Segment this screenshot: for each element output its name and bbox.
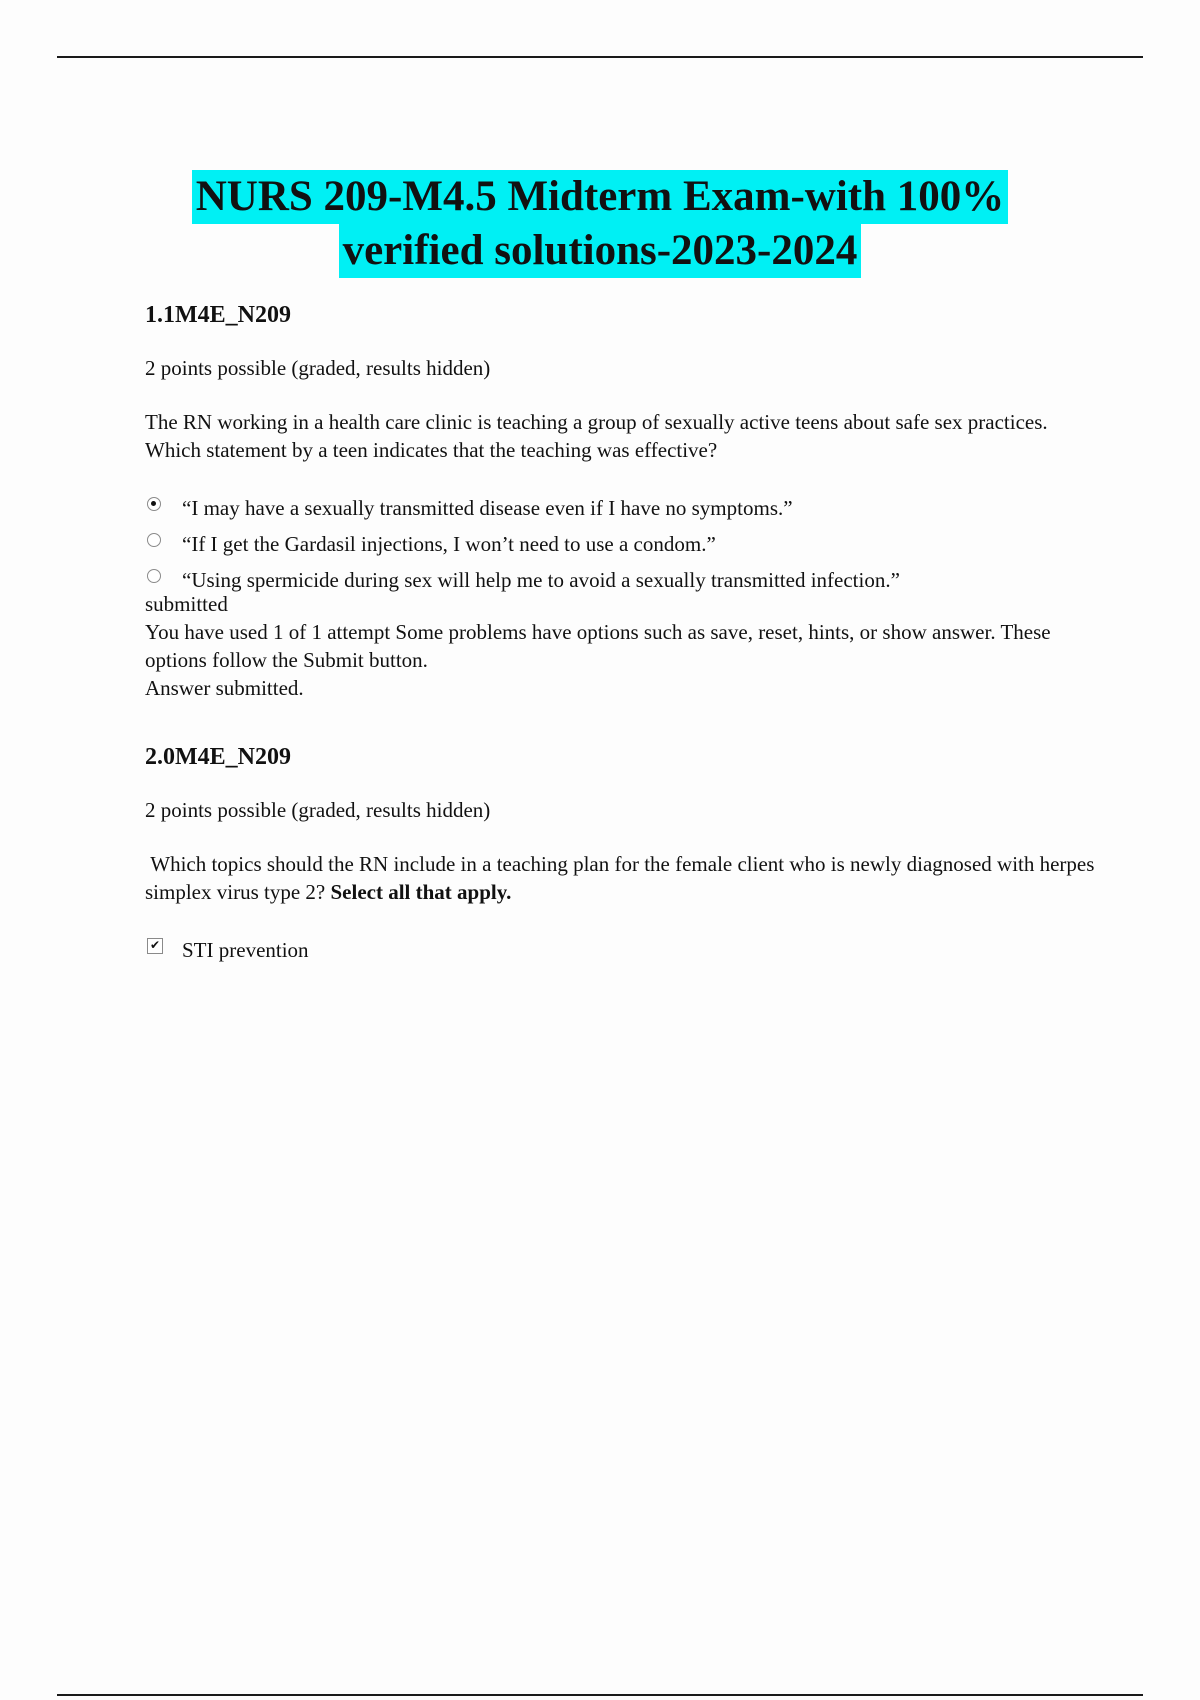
submitted-label: submitted — [145, 592, 228, 616]
radio-unselected-icon[interactable] — [147, 533, 161, 547]
answer-option[interactable] — [145, 530, 1105, 562]
option-label: “I may have a sexually transmitted disease even if I have no symptoms.” — [182, 496, 793, 520]
option-label: “Using spermicide during sex will help me to avoid a sexually transmitted infection.” — [182, 568, 900, 592]
exam-content — [145, 300, 1105, 972]
checkbox-checked-icon[interactable]: ✔ — [147, 938, 163, 954]
points-possible: 2 points possible (graded, results hidden) — [145, 798, 491, 822]
top-rule — [57, 56, 1143, 58]
question-2 — [145, 742, 1105, 968]
document-title — [0, 170, 1200, 278]
option-label: “If I get the Gardasil injections, I won’t need to use a condom.” — [182, 532, 716, 556]
option-label: STI prevention — [182, 938, 309, 962]
question-stem: The RN working in a health care clinic is teaching a group of sexually active teens about safe sex practices. Which statement by a teen indicates that the teaching was effective? — [145, 410, 1048, 462]
stem-text: Which topics should the RN include in a teaching plan for the female client who is newly diagnosed with herpes simplex virus type 2? — [145, 852, 1100, 904]
answer-option[interactable] — [145, 566, 1105, 594]
title-line-2: verified solutions-2023-2024 — [339, 224, 862, 278]
points-possible: 2 points possible (graded, results hidden) — [145, 356, 491, 380]
question-1 — [145, 300, 1105, 702]
question-heading: 1.1M4E_N209 — [145, 302, 291, 328]
bottom-rule — [57, 1694, 1143, 1696]
attempts-note: You have used 1 of 1 attempt Some problems have options such as save, reset, hints, or show answer. These options follow the Submit button. — [145, 620, 1051, 672]
question-heading: 2.0M4E_N209 — [145, 744, 291, 770]
select-all-instruction: Select all that apply. — [330, 880, 512, 904]
radio-unselected-icon[interactable] — [147, 569, 161, 583]
answer-option[interactable] — [145, 494, 1105, 526]
title-line-1: NURS 209-M4.5 Midterm Exam-with 100% — [192, 170, 1009, 224]
radio-selected-icon[interactable] — [147, 497, 161, 511]
answer-submitted-label: Answer submitted. — [145, 676, 304, 700]
submission-status — [145, 590, 1105, 702]
question-stem — [145, 850, 1105, 906]
answer-option[interactable] — [145, 936, 1105, 968]
